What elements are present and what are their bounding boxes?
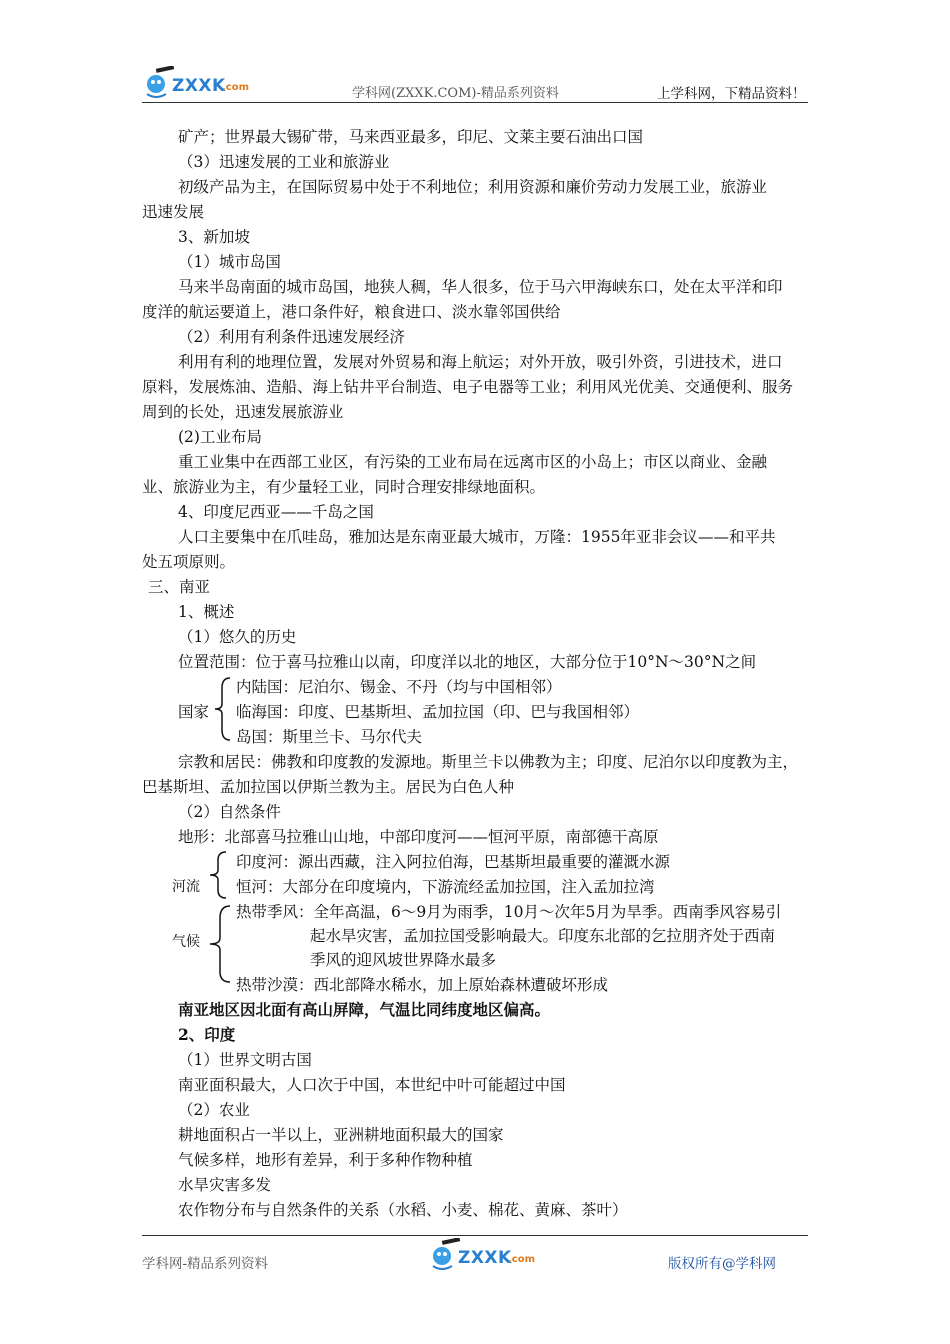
text-line: 周到的长处，迅速发展旅游业 (142, 403, 344, 421)
text-line: 耕地面积占一半以上，亚洲耕地面积最大的国家 (178, 1126, 504, 1144)
country-item: 内陆国：尼泊尔、锡金、不丹（均与中国相邻） (236, 678, 562, 696)
brace-icon (206, 902, 232, 986)
text-line: 3、新加坡 (178, 228, 250, 246)
header-rule (142, 102, 808, 103)
text-line: 度洋的航运要道上，港口条件好，粮食进口、淡水靠邻国供给 (142, 303, 561, 321)
logo-com: .com (508, 1254, 536, 1265)
text-line: 农作物分布与自然条件的关系（水稻、小麦、棉花、黄麻、茶叶） (178, 1201, 628, 1219)
text-line: 处五项原则。 (142, 553, 236, 571)
climate-item-cont: 起水旱灾害，孟加拉国受影响最大。印度东北部的乞拉朋齐处于西南 (310, 927, 776, 945)
text-line: （3）迅速发展的工业和旅游业 (178, 153, 390, 171)
footer-left-text: 学科网-精品系列资料 (142, 1256, 269, 1272)
country-item: 临海国：印度、巴基斯坦、孟加拉国（印、巴与我国相邻） (236, 703, 640, 721)
footer-rule (142, 1235, 808, 1236)
logo-text: ZXXK (458, 1248, 512, 1268)
text-line: （1）悠久的历史 (178, 628, 297, 646)
text-line: 水旱灾害多发 (178, 1176, 272, 1194)
text-line: （2）自然条件 (178, 803, 281, 821)
text-line: 地形：北部喜马拉雅山山地，中部印度河——恒河平原，南部德干高原 (178, 828, 659, 846)
text-line: 气候多样，地形有差异，利于多种作物种植 (178, 1151, 473, 1169)
rivers-label: 河流 (172, 879, 200, 895)
footer-right-text: 版权所有@学科网 (668, 1256, 776, 1272)
text-line: 矿产；世界最大锡矿带，马来西亚最多，印尼、文莱主要石油出口国 (178, 128, 644, 146)
text-line: (2)工业布局 (178, 428, 262, 446)
text-line: （2）农业 (178, 1101, 250, 1119)
bold-statement: 南亚地区因北面有高山屏障，气温比同纬度地区偏高。 (178, 1000, 551, 1019)
river-item: 恒河：大部分在印度境内，下游流经孟加拉国，注入孟加拉湾 (236, 878, 655, 896)
text-line: 巴基斯坦、孟加拉国以伊斯兰教为主。居民为白色人种 (142, 778, 515, 796)
brace-icon (206, 850, 230, 900)
logo-text: ZXXK (172, 76, 226, 96)
climate-label: 气候 (172, 934, 200, 950)
text-line: （1）世界文明古国 (178, 1051, 312, 1069)
text-line: 业、旅游业为主，有少量轻工业，同时合理安排绿地面积。 (142, 478, 546, 496)
climate-item-cont: 季风的迎风坡世界降水最多 (310, 951, 497, 969)
countries-label: 国家 (178, 703, 210, 721)
text-line: 4、印度尼西亚——千岛之国 (178, 503, 374, 521)
text-line: 1、概述 (178, 603, 235, 621)
climate-item: 热带沙漠：西北部降水稀水，加上原始森林遭破坏形成 (236, 976, 609, 994)
bold-heading: 2、印度 (178, 1025, 236, 1044)
section-heading: 三、南亚 (148, 578, 211, 596)
brace-icon (212, 676, 234, 742)
text-line: 初级产品为主，在国际贸易中处于不利地位；利用资源和廉价劳动力发展工业，旅游业 (178, 178, 768, 196)
text-line: 原料，发展炼油、造船、海上钻井平台制造、电子电器等工业；利用风光优美、交通便利、服务 (142, 378, 794, 396)
text-line: 重工业集中在西部工业区，有污染的工业布局在远离市区的小岛上；市区以商业、金融 (178, 453, 768, 471)
text-line: 马来半岛南面的城市岛国，地狭人稠，华人很多，位于马六甲海峡东口，处在太平洋和印 (178, 278, 783, 296)
text-line: 迅速发展 (142, 203, 205, 221)
text-line: 位置范围：位于喜马拉雅山以南，印度洋以北的地区，大部分位于10°N～30°N之间 (178, 653, 757, 671)
text-line: （1）城市岛国 (178, 253, 281, 271)
text-line: 利用有利的地理位置，发展对外贸易和海上航运；对外开放，吸引外资，引进技术，进口 (178, 353, 783, 371)
river-item: 印度河：源出西藏，注入阿拉伯海，巴基斯坦最重要的灌溉水源 (236, 853, 671, 871)
header-center-text: 学科网(ZXXK.COM)-精品系列资料 (352, 86, 559, 101)
header-logo[interactable] (142, 66, 252, 104)
text-line: （2）利用有利条件迅速发展经济 (178, 328, 405, 346)
logo-com: .com (222, 82, 250, 93)
header-right-text: 上学科网，下精品资料！ (657, 86, 806, 102)
country-item: 岛国：斯里兰卡、马尔代夫 (236, 728, 423, 746)
climate-item: 热带季风：全年高温，6～9月为雨季，10月～次年5月为旱季。西南季风容易引 (236, 903, 782, 921)
text-line: 南亚面积最大，人口次于中国，本世纪中叶可能超过中国 (178, 1076, 566, 1094)
footer-logo[interactable] (428, 1238, 538, 1276)
text-line: 宗教和居民：佛教和印度教的发源地。斯里兰卡以佛教为主；印度、尼泊尔以印度教为主， (178, 753, 799, 771)
text-line: 人口主要集中在爪哇岛，雅加达是东南亚最大城市，万隆：1955年亚非会议——和平共 (178, 528, 776, 546)
